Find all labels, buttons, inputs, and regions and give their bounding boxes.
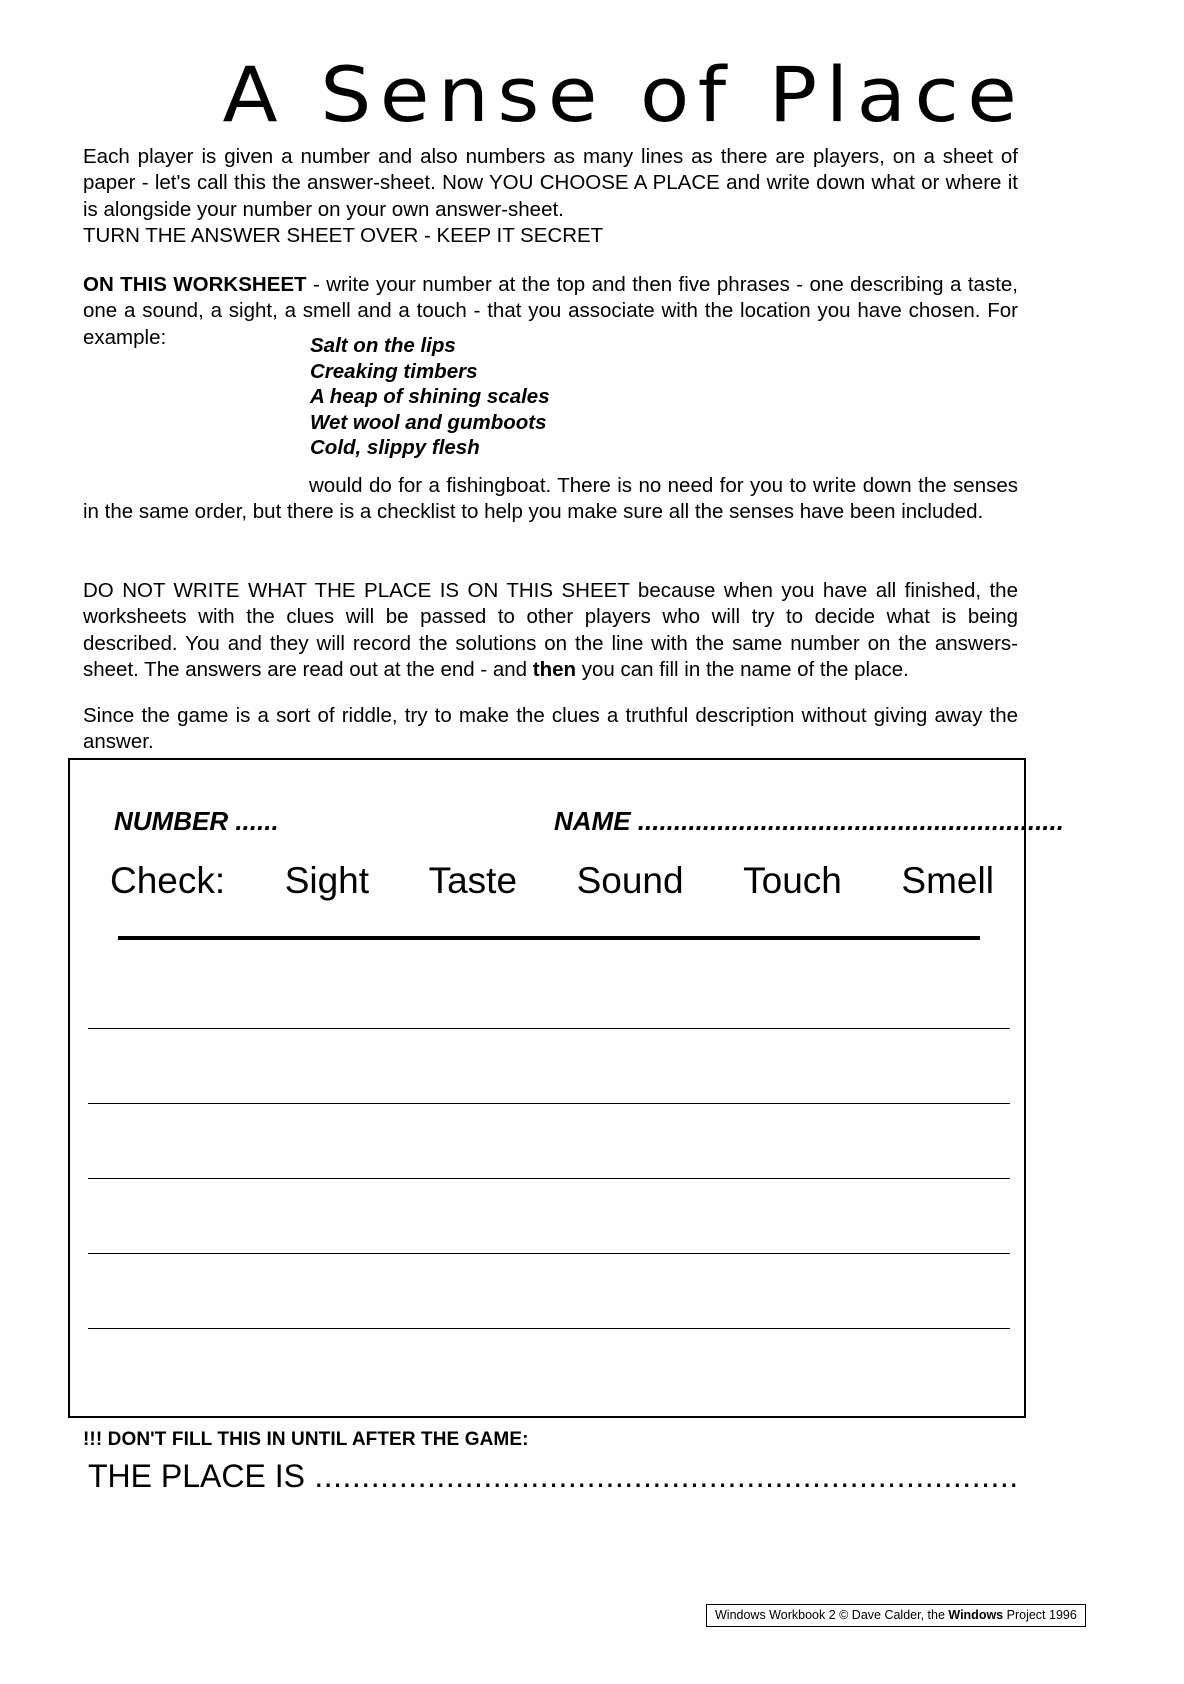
credit-part-1: Windows Workbook 2 © Dave Calder, the [715,1608,949,1622]
sense-header-taste[interactable]: Taste [428,860,518,901]
example-phrase: Cold, slippy flesh [310,436,480,459]
page-title: A Sense of Place [222,50,1026,139]
the-place-is-dots: ........................................................................... [304,1458,1019,1494]
do-not-write-bold-then: then [532,657,577,681]
do-not-write-paragraph [83,578,1018,683]
credit-bold-windows: Windows [948,1608,1004,1622]
example-phrase: Creaking timbers [310,359,478,383]
intro-line-1: Each player is given a number and also numbers as many lines as there are players, on a sheet of paper - let's call this the answer-sheet. Now YOU CHOOSE A PLACE and write down what or where it is alongside your number on your own answer-sheet. [83,145,1018,221]
sense-header-touch[interactable]: Touch [743,860,842,901]
sense-header-smell[interactable]: Smell [901,860,994,901]
example-phrase: Salt on the lips [310,334,456,357]
intro-line-2: TURN THE ANSWER SHEET OVER - KEEP IT SECRET [83,223,604,247]
do-not-write-text [83,578,1018,683]
worksheet-bold-lead: ON THIS WORKSHEET [83,273,307,296]
writing-line[interactable] [88,1328,1010,1329]
writing-line[interactable] [88,1253,1010,1254]
credit-part-2: Project 1996 [1003,1608,1077,1622]
the-place-is-field[interactable] [88,1458,1019,1495]
fishingboat-text [83,473,1018,526]
fishingboat-paragraph [83,473,1018,526]
example-phrase: Wet wool and gumboots [310,410,547,434]
check-label: Check: [110,860,226,901]
intro-paragraph [83,144,1018,249]
writing-line[interactable] [88,1178,1010,1179]
copyright-credit-box [706,1604,1086,1627]
worksheet-instruction-paragraph [83,272,1018,351]
name-field-label[interactable]: NAME ........................................................... [554,806,1064,836]
riddle-paragraph [83,703,1018,756]
sense-header-sight[interactable]: Sight [284,860,370,901]
worksheet-instruction-text [83,272,1018,351]
sense-header-sound[interactable]: Sound [576,860,684,901]
senses-checklist-row [110,860,994,908]
example-phrase-list [310,333,550,461]
do-not-write-part-2: you can fill in the name of the place. [576,657,909,681]
worksheet-rest-text: - write your number at the top and then five phrases - one describing a taste, one a sound, a sight, a smell and a touch - that you associate with the location you have chosen. For example: [83,273,1018,349]
example-phrase: A heap of shining scales [310,385,550,408]
identity-field-row [114,806,1064,840]
writing-line[interactable] [88,1103,1010,1104]
writing-line[interactable] [88,1028,1010,1029]
fishingboat-body: would do for a fishingboat. There is no need for you to write down the senses in the same order, but there is a checklist to help you make sure all the senses have been included. [83,474,1018,524]
answer-box [68,758,1064,1418]
number-field-label[interactable]: NUMBER ...... [114,806,279,836]
checklist-underline [118,936,980,940]
riddle-text: Since the game is a sort of riddle, try to make the clues a truthful description without giving away the answer. [83,704,1018,754]
do-not-fill-warning: !!! DON'T FILL THIS IN UNTIL AFTER THE GAME: [83,1429,529,1450]
the-place-is-label: THE PLACE IS [88,1458,305,1494]
do-not-write-part-1: DO NOT WRITE WHAT THE PLACE IS ON THIS SHEET because when you have all finished, the worksheets with the clues will be passed to other players who will try to decide what is being described. You and they will record the solutions on the line with the same number on the answers-sheet. The answers are read out at the end - and [83,579,1018,681]
